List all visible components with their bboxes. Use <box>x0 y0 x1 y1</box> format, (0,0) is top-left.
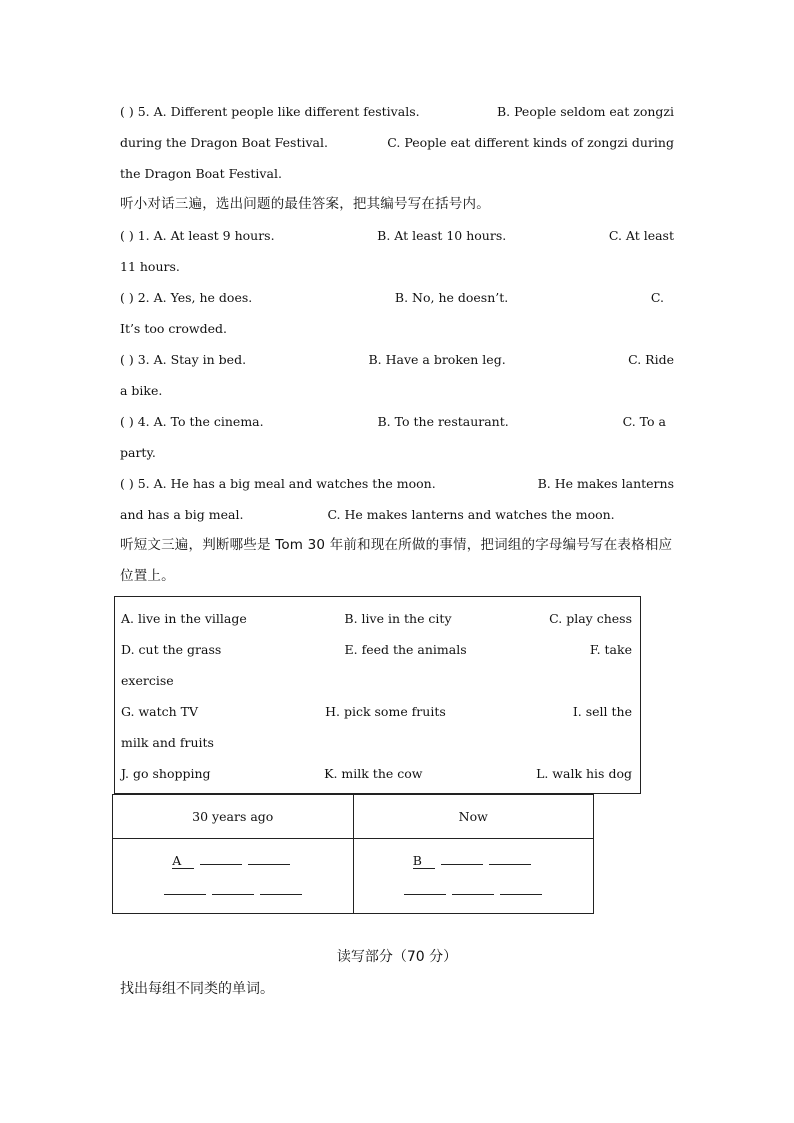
section3-instruction-2: 位置上。 <box>120 568 175 584</box>
example-answer-a: A <box>172 854 194 869</box>
s2-q3-line <box>120 344 674 375</box>
s2-q2-option-b: B. No, he doesn’t. <box>394 290 509 305</box>
word-bank <box>114 596 641 794</box>
option-j: J. go shopping <box>121 766 211 781</box>
s2-q5-cont <box>120 499 674 530</box>
answer-blank[interactable] <box>452 880 494 895</box>
s2-q1-option-b: B. At least 10 hours. <box>377 228 507 243</box>
q5-line-3 <box>120 158 674 189</box>
s2-q2-option-c: C. <box>650 290 664 305</box>
q5-line-2 <box>120 127 674 158</box>
option-i-cont: milk and fruits <box>121 735 214 750</box>
s2-q4-option-b: B. To the restaurant. <box>377 414 509 429</box>
s2-q1-option-a: ( ) 1. A. At least 9 hours. <box>120 228 275 243</box>
option-l: L. walk his dog <box>536 766 632 781</box>
answer-table <box>112 794 594 914</box>
s2-q4-option-c: C. To a <box>622 414 666 429</box>
s2-q1-line <box>120 220 674 251</box>
option-h: H. pick some fruits <box>325 704 446 719</box>
option-d: D. cut the grass <box>121 642 222 657</box>
s2-q1-option-c: C. At least <box>608 228 674 243</box>
reading-writing-title: 读写部分（70 分） <box>336 949 458 965</box>
s2-q2-line <box>120 282 674 313</box>
option-e: E. feed the animals <box>344 642 467 657</box>
s2-q4-option-a: ( ) 4. A. To the cinema. <box>120 414 264 429</box>
answer-blank[interactable] <box>500 880 542 895</box>
option-g: G. watch TV <box>121 704 199 719</box>
header-now: Now <box>353 795 594 839</box>
header-30-years-ago: 30 years ago <box>113 795 354 839</box>
option-i: I. sell the <box>572 704 632 719</box>
answer-line-2 <box>355 876 593 906</box>
q5-option-c-cont: the Dragon Boat Festival. <box>120 166 282 181</box>
s2-q5-option-b-cont: and has a big meal. <box>120 507 244 522</box>
answer-table-row <box>113 839 594 914</box>
answer-blank[interactable] <box>248 850 290 865</box>
document-page <box>120 96 674 592</box>
s2-q3-option-a: ( ) 3. A. Stay in bed. <box>120 352 247 367</box>
section2-instruction: 听小对话三遍，选出问题的最佳答案，把其编号写在括号内。 <box>120 196 490 212</box>
s2-q3-option-b: B. Have a broken leg. <box>368 352 506 367</box>
answer-blank[interactable] <box>404 880 446 895</box>
option-f: F. take <box>589 642 632 657</box>
s2-q2-option-a: ( ) 2. A. Yes, he does. <box>120 290 253 305</box>
answer-blank[interactable] <box>441 850 483 865</box>
answer-cell-30-years-ago <box>113 839 354 914</box>
word-bank-row-4 <box>121 758 632 789</box>
word-bank-row-3 <box>121 696 632 727</box>
q5-option-c: C. People eat different kinds of zongzi during <box>387 135 674 150</box>
answer-cell-now <box>353 839 594 914</box>
answer-blank[interactable] <box>212 880 254 895</box>
q5-option-b: B. People seldom eat zongzi <box>496 104 674 119</box>
odd-one-out-instruction: 找出每组不同类的单词。 <box>120 981 274 997</box>
s2-q5-option-b: B. He makes lanterns <box>537 476 674 491</box>
s2-q4-cont: party. <box>120 445 156 460</box>
option-b: B. live in the city <box>344 611 452 626</box>
word-bank-row-2 <box>121 634 632 665</box>
word-bank-row-1 <box>121 603 632 634</box>
section3-instruction-1: 听短文三遍，判断哪些是 Tom 30 年前和现在所做的事情，把词组的字母编号写在表格相应 <box>120 537 673 553</box>
s2-q3-option-c: C. Ride <box>628 352 674 367</box>
option-c: C. play chess <box>549 611 632 626</box>
answer-line-1 <box>114 846 352 876</box>
option-a: A. live in the village <box>121 611 247 626</box>
example-answer-b: B <box>413 854 435 869</box>
s2-q5-line <box>120 468 674 499</box>
q5-option-a: ( ) 5. A. Different people like different festivals. <box>120 104 420 119</box>
answer-line-2 <box>114 876 352 906</box>
answer-blank[interactable] <box>489 850 531 865</box>
answer-line-1 <box>355 846 593 876</box>
q5-line-1 <box>120 96 674 127</box>
option-f-cont: exercise <box>121 673 174 688</box>
answer-blank[interactable] <box>260 880 302 895</box>
s2-q5-option-c: C. He makes lanterns and watches the moon. <box>327 507 615 522</box>
answer-blank[interactable] <box>200 850 242 865</box>
option-k: K. milk the cow <box>324 766 423 781</box>
s2-q4-line <box>120 406 674 437</box>
q5-option-b-cont: during the Dragon Boat Festival. <box>120 135 328 150</box>
s2-q3-cont: a bike. <box>120 383 163 398</box>
s2-q2-cont: It’s too crowded. <box>120 321 227 336</box>
s2-q5-option-a: ( ) 5. A. He has a big meal and watches the moon. <box>120 476 436 491</box>
answer-blank[interactable] <box>164 880 206 895</box>
answer-table-header <box>113 795 594 839</box>
s2-q1-cont: 11 hours. <box>120 259 180 274</box>
